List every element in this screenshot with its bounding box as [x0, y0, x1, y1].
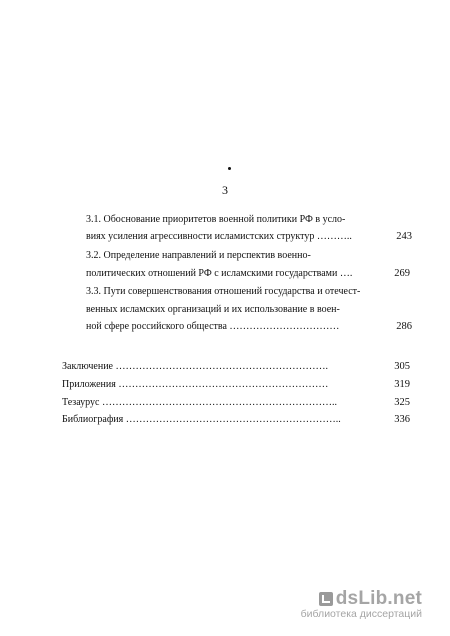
toc-chapter-title: Библиография ……………………………………………………….. [62, 414, 341, 425]
dslib-logo-icon [319, 592, 333, 606]
toc-line: 3.1. Обоснование приоритетов военной политики РФ в усло- [86, 214, 346, 225]
page-number: 3 [222, 183, 228, 197]
toc-line: 3.3. Пути совершенствования отношений государства и отечест- [86, 286, 361, 297]
toc-line: ной сфере российского общества …………………………… [86, 321, 340, 332]
toc-page-number: 269 [394, 268, 410, 279]
toc-page-number: 243 [396, 231, 412, 242]
toc-page-number: 336 [394, 414, 410, 425]
toc-page-number: 325 [394, 397, 410, 408]
watermark-subtitle: библиотека диссертаций [300, 608, 422, 620]
toc-line: венных исламских организаций и их использование в воен- [86, 304, 340, 315]
toc-line: виях усиления агрессивности исламистских структур ……….. [86, 231, 352, 242]
toc-line: политических отношений РФ с исламскими государствами …. [86, 268, 353, 279]
toc-chapter-title: Тезаурус …………………………………………………………….. [62, 397, 337, 408]
toc-line: 3.2. Определение направлений и перспектив военно- [86, 250, 311, 261]
toc-chapter-title: Приложения ……………………………………………………… [62, 379, 329, 390]
toc-chapter-title: Заключение ………………………………………………………. [62, 361, 328, 372]
watermark-site-name: dsLib.net [335, 588, 422, 609]
toc-page-number: 319 [394, 379, 410, 390]
toc-page-number: 305 [394, 361, 410, 372]
watermark [301, 588, 422, 620]
toc-page-number: 286 [396, 321, 412, 332]
stray-dot-mark [228, 167, 231, 170]
